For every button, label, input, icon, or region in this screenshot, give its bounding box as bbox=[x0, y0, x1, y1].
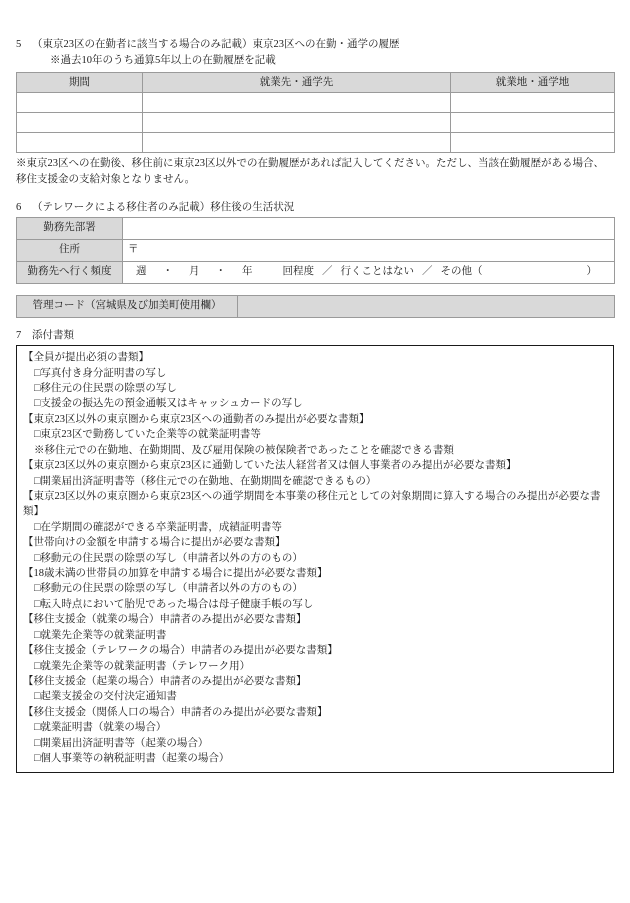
column-header-period: 期間 bbox=[17, 73, 143, 93]
label-commute-frequency: 勤務先へ行く頻度 bbox=[17, 261, 123, 283]
attachment-group-heading: 【移住支援金（起業の場合）申請者のみ提出が必要な書類】 bbox=[23, 675, 307, 687]
table-row-frequency bbox=[17, 261, 615, 283]
attachment-group-heading: 【世帯向けの金額を申請する場合に提出が必要な書類】 bbox=[23, 537, 286, 549]
attachment-group-heading: 【移住支援金（関係人口の場合）申請者のみ提出が必要な書類】 bbox=[23, 706, 328, 718]
attachment-list bbox=[23, 350, 607, 766]
attachment-group-heading: 【東京23区以外の東京圏から東京23区に通勤していた法人経営者又は個人事業者のみ提出が必要な書類】 bbox=[23, 460, 517, 472]
label-work-department: 勤務先部署 bbox=[17, 217, 123, 239]
attachment-note: ※移住元での在勤地、在勤期間、及び雇用保険の被保険者であったことを確認できる書類 bbox=[34, 444, 454, 456]
cell-workplace-school[interactable] bbox=[143, 133, 451, 153]
table-row-management-code bbox=[17, 295, 615, 317]
option-never-go[interactable]: 行くことはない bbox=[340, 266, 414, 278]
table-row-department bbox=[17, 217, 615, 239]
table-row bbox=[17, 93, 615, 113]
section-5-heading bbox=[16, 38, 614, 52]
cell-workplace-school[interactable] bbox=[143, 113, 451, 133]
separator-dot: ・ bbox=[215, 266, 226, 278]
cell-work-study-location[interactable] bbox=[451, 93, 615, 113]
field-address[interactable]: 〒 bbox=[123, 239, 615, 261]
attachment-checkbox-item[interactable]: □就業先企業等の就業証明書 bbox=[34, 629, 167, 641]
attachment-group-heading: 【全員が提出必須の書類】 bbox=[23, 352, 149, 364]
section-7-number: 7 bbox=[16, 329, 22, 341]
section-5-number: 5 bbox=[16, 39, 22, 50]
post-relocation-living-table bbox=[16, 217, 615, 284]
section-6-title: （テレワークによる移住者のみ記載）移住後の生活状況 bbox=[32, 201, 295, 213]
field-management-code[interactable] bbox=[238, 295, 615, 317]
field-commute-frequency[interactable] bbox=[123, 261, 615, 283]
section-5-note: ※過去10年のうち通算5年以上の在勤履歴を記載 bbox=[50, 55, 276, 67]
option-month[interactable]: 月 bbox=[189, 266, 200, 278]
attachment-documents-box bbox=[16, 345, 614, 772]
separator-dot: ・ bbox=[162, 266, 173, 278]
attachment-checkbox-item[interactable]: □支援金の振込先の預金通帳又はキャッシュカードの写し bbox=[34, 398, 303, 410]
table-row bbox=[17, 113, 615, 133]
section-7-heading bbox=[16, 329, 614, 343]
text-count-approx: 回程度 bbox=[282, 266, 314, 278]
attachment-checkbox-item[interactable]: □在学期間の確認ができる卒業証明書，成績証明書等 bbox=[34, 521, 282, 533]
spacer bbox=[16, 318, 614, 329]
section-6-number: 6 bbox=[16, 201, 22, 213]
cell-period[interactable] bbox=[17, 133, 143, 153]
attachment-group-heading: 【移住支援金（就業の場合）申請者のみ提出が必要な書類】 bbox=[23, 614, 307, 626]
paren-close: ） bbox=[586, 266, 597, 278]
attachment-group-heading: 【東京23区以外の東京圏から東京23区への通勤者のみ提出が必要な書類】 bbox=[23, 413, 370, 425]
section-7-title: 添付書類 bbox=[32, 329, 74, 341]
separator-slash: ／ bbox=[322, 266, 333, 278]
attachment-checkbox-item[interactable]: □就業証明書（就業の場合） bbox=[34, 722, 167, 734]
cell-period[interactable] bbox=[17, 113, 143, 133]
attachment-checkbox-item[interactable]: □移動元の住民票の除票の写し（申請者以外の方のもの） bbox=[34, 583, 303, 595]
section-5-title: （東京23区の在勤者に該当する場合のみ記載）東京23区への在勤・通学の履歴 bbox=[32, 39, 400, 50]
attachment-group-heading: 【東京23区以外の東京圏から東京23区への通学期間を本事業の移住元としての対象期間に算入する場合のみ提出が必要な書類】 bbox=[23, 490, 601, 518]
column-header-work-study-location: 就業地・通学地 bbox=[451, 73, 615, 93]
table-row bbox=[17, 133, 615, 153]
attachment-group-heading: 【18歳未満の世帯員の加算を申請する場合に提出が必要な書類】 bbox=[23, 568, 328, 580]
attachment-checkbox-item[interactable]: □起業支援金の交付決定通知書 bbox=[34, 691, 177, 703]
separator-slash: ／ bbox=[422, 266, 433, 278]
attachment-checkbox-item[interactable]: □個人事業等の納税証明書（起業の場合） bbox=[34, 753, 230, 765]
section-6-heading bbox=[16, 201, 614, 215]
option-week[interactable]: 週 bbox=[136, 266, 147, 278]
attachment-checkbox-item[interactable]: □移住元の住民票の除票の写し bbox=[34, 382, 177, 394]
label-address: 住所 bbox=[17, 239, 123, 261]
option-year[interactable]: 年 bbox=[242, 266, 253, 278]
cell-work-study-location[interactable] bbox=[451, 113, 615, 133]
table-header-row bbox=[17, 73, 615, 93]
column-header-workplace-school: 就業先・通学先 bbox=[143, 73, 451, 93]
section-5-remark: ※東京23区への在勤後、移住前に東京23区以外での在勤履歴があれば記入してください。ただし、当該在勤履歴がある場合、移住支援金の支給対象となりません。 bbox=[16, 158, 604, 185]
attachment-group-heading: 【移住支援金（テレワークの場合）申請者のみ提出が必要な書類】 bbox=[23, 645, 338, 657]
attachment-checkbox-item[interactable]: □東京23区で勤務していた企業等の就業証明書等 bbox=[34, 429, 261, 441]
attachment-checkbox-item[interactable]: □写真付き身分証明書の写し bbox=[34, 367, 167, 379]
label-management-code: 管理コード（宮城県及び加美町使用欄） bbox=[17, 295, 238, 317]
attachment-checkbox-item[interactable]: □開業届出済証明書等（移住元での在勤地、在勤期間を確認できるもの） bbox=[34, 475, 377, 487]
spacer bbox=[16, 284, 614, 295]
field-work-department[interactable] bbox=[123, 217, 615, 239]
option-other[interactable]: その他（ bbox=[440, 266, 483, 278]
table-row-address bbox=[17, 239, 615, 261]
management-code-table bbox=[16, 295, 615, 318]
attachment-checkbox-item[interactable]: □開業届出済証明書等（起業の場合） bbox=[34, 737, 209, 749]
cell-workplace-school[interactable] bbox=[143, 93, 451, 113]
cell-period[interactable] bbox=[17, 93, 143, 113]
frequency-options bbox=[128, 265, 614, 279]
commute-history-table bbox=[16, 72, 615, 153]
attachment-checkbox-item[interactable]: □就業先企業等の就業証明書（テレワーク用） bbox=[34, 660, 251, 672]
attachment-checkbox-item[interactable]: □転入時点において胎児であった場合は母子健康手帳の写し bbox=[34, 598, 314, 610]
attachment-checkbox-item[interactable]: □移動元の住民票の除票の写し（申請者以外の方のもの） bbox=[34, 552, 303, 564]
spacer bbox=[16, 187, 614, 201]
cell-work-study-location[interactable] bbox=[451, 133, 615, 153]
